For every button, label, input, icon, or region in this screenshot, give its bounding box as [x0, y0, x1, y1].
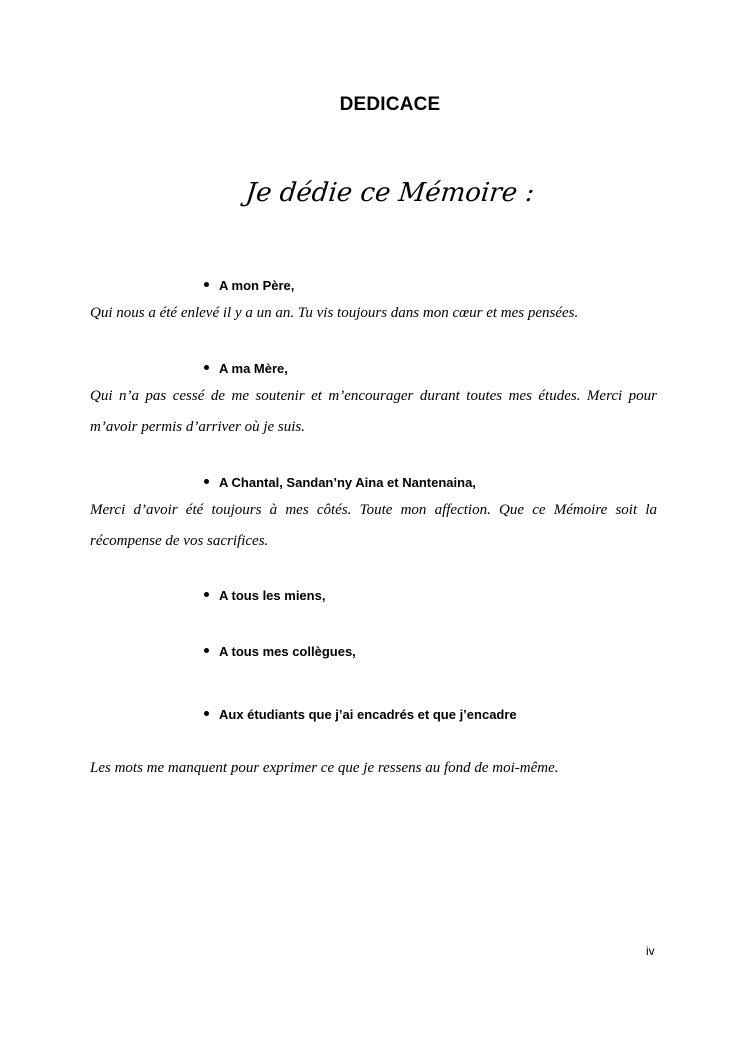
- bullet-dot-icon: [204, 365, 209, 370]
- dedication-bullet-family: [204, 475, 476, 490]
- bullet-dot-icon: [204, 282, 209, 287]
- bullet-dot-icon: [204, 592, 209, 597]
- dedication-text-father: Qui nous a été enlevé il y a un an. Tu vis toujours dans mon cœur et mes pensées.: [90, 305, 579, 321]
- bullet-dot-icon: [204, 479, 209, 484]
- bullet-dot-icon: [204, 711, 209, 716]
- dedication-bullet-father: [204, 278, 294, 293]
- dedication-text-family: Merci d’avoir été toujours à mes côtés. Toute mon affection. Que ce Mémoire soit la récompense de vos sacrifices.: [90, 502, 657, 549]
- bullet-label: A Chantal, Sandan’ny Aina et Nantenaina,: [219, 475, 476, 490]
- bullet-label: Aux étudiants que j’ai encadrés et que j’encadre: [219, 707, 517, 722]
- dedication-bullet-mother: [204, 361, 288, 376]
- page-number: iv: [646, 944, 655, 958]
- dedication-bullet-students: [204, 707, 517, 722]
- bullet-dot-icon: [204, 648, 209, 653]
- closing-text: Les mots me manquent pour exprimer ce que je ressens au fond de moi-même.: [90, 760, 559, 776]
- page-title: DEDICACE: [339, 94, 441, 115]
- dedication-bullet-relatives: [204, 588, 325, 603]
- bullet-label: A tous les miens,: [219, 588, 326, 603]
- bullet-label: A ma Mère,: [219, 361, 288, 376]
- dedication-text-mother: Qui n’a pas cessé de me soutenir et m’encourager durant toutes mes études. Merci pour m’avoir permis d’arriver où je suis.: [90, 388, 657, 435]
- bullet-label: A tous mes collègues,: [219, 644, 356, 659]
- dedication-bullet-colleagues: [204, 644, 356, 659]
- dedication-subtitle: Je dédie ce Mémoire :: [244, 178, 536, 208]
- bullet-label: A mon Père,: [219, 278, 295, 293]
